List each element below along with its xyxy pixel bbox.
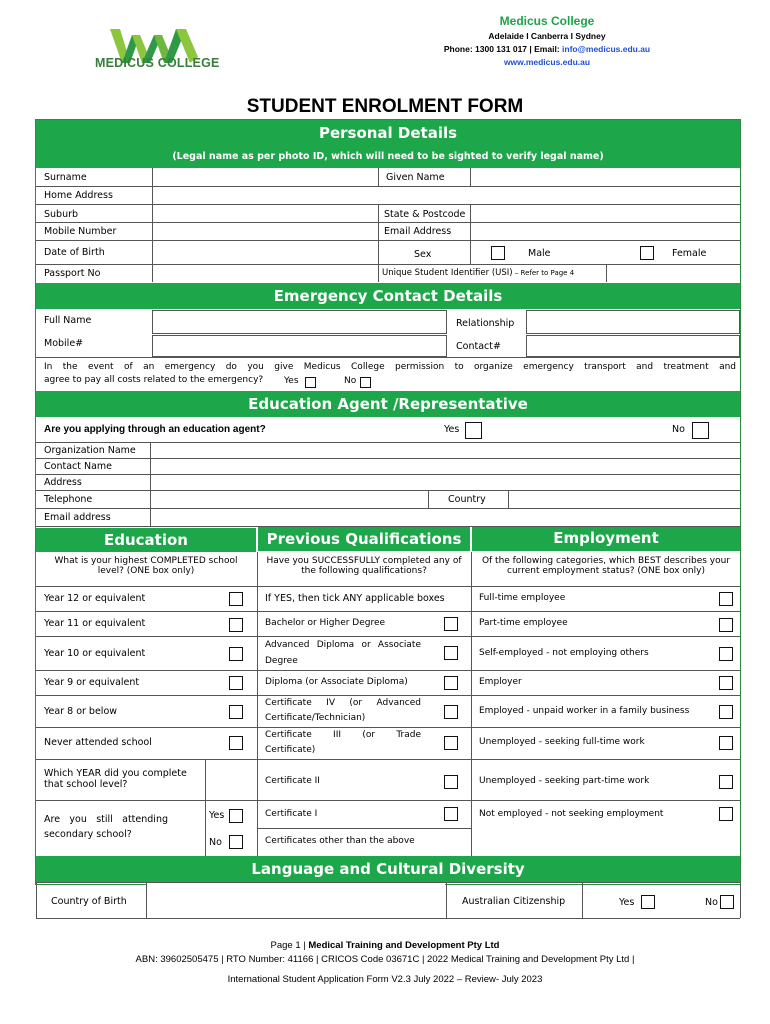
consent-yes-checkbox[interactable] <box>305 377 316 388</box>
employer-checkbox[interactable] <box>719 676 733 690</box>
education-agent-header: Education Agent /Representative <box>36 391 740 417</box>
unemployed-full-time-checkbox[interactable] <box>719 736 733 750</box>
year-9-checkbox[interactable] <box>229 676 243 690</box>
diploma-checkbox[interactable] <box>444 676 458 690</box>
female-checkbox[interactable] <box>640 246 654 260</box>
which-year-field[interactable] <box>206 761 256 799</box>
college-contact-header <box>432 14 662 67</box>
part-time-checkbox[interactable] <box>719 618 733 632</box>
qual-cert-iv-line1: Certificate IV (or Advanced <box>265 698 421 708</box>
emergency-contact-header: Emergency Contact Details <box>36 283 740 309</box>
relationship-label: Relationship <box>456 318 515 329</box>
consent-no-label: No <box>344 376 357 386</box>
contact-label: Contact# <box>456 341 501 352</box>
qual-adv-diploma-line2: Degree <box>265 656 298 666</box>
college-phone-email: Phone: 1300 131 017 | Email: info@medicus.edu.au <box>443 44 651 54</box>
male-checkbox[interactable] <box>491 246 505 260</box>
self-employed-checkbox[interactable] <box>719 647 733 661</box>
personal-details-subtitle: (Legal name as per photo ID, which will need to be sighted to verify legal name) <box>36 146 740 168</box>
citizenship-yes-checkbox[interactable] <box>641 895 655 909</box>
year-10-checkbox[interactable] <box>229 647 243 661</box>
employment-self-employed: Self-employed - not employing others <box>479 648 649 658</box>
citizenship-no-checkbox[interactable] <box>720 895 734 909</box>
country-label: Country <box>448 494 486 505</box>
full-name-label: Full Name <box>44 315 92 326</box>
cert-i-checkbox[interactable] <box>444 807 458 821</box>
qual-other: Certificates other than the above <box>265 836 415 846</box>
qual-cert-iii-line1: Certificate III (or Trade <box>265 730 421 740</box>
email-link[interactable]: info@medicus.edu.au <box>562 44 651 54</box>
never-attended-checkbox[interactable] <box>229 736 243 750</box>
which-year-label: Which YEAR did you complete that school level? <box>44 768 187 790</box>
year-12-checkbox[interactable] <box>229 592 243 606</box>
education-item-year-10: Year 10 or equivalent <box>44 648 146 659</box>
page-number: Page 1 | Medical Training and Development Pty Ltd <box>270 940 500 951</box>
consent-yes-label: Yes <box>284 376 299 386</box>
email-address-label: Email Address <box>384 226 452 237</box>
year-8-checkbox[interactable] <box>229 705 243 719</box>
logo-text: MEDICUS COLLEGE <box>95 56 220 70</box>
home-address-field[interactable] <box>153 187 739 203</box>
agent-email-label: Email address <box>44 512 111 523</box>
male-label: Male <box>528 248 551 259</box>
passport-label: Passport No <box>44 268 101 279</box>
home-address-label: Home Address <box>44 190 113 201</box>
qual-diploma: Diploma (or Associate Diploma) <box>265 677 408 687</box>
full-time-checkbox[interactable] <box>719 592 733 606</box>
unemployed-part-time-checkbox[interactable] <box>719 775 733 789</box>
dob-label: Date of Birth <box>44 247 105 258</box>
agent-question: Are you applying through an education agent? <box>44 424 266 435</box>
agent-yes-label: Yes <box>444 424 460 435</box>
agent-yes-checkbox[interactable] <box>465 422 482 439</box>
education-item-never: Never attended school <box>44 737 152 748</box>
state-postcode-label: State & Postcode <box>384 209 466 220</box>
citizenship-no-label: No <box>705 897 718 908</box>
still-attending-line2: secondary school? <box>44 829 132 840</box>
year-11-checkbox[interactable] <box>229 618 243 632</box>
cert-ii-checkbox[interactable] <box>444 775 458 789</box>
employment-question: Of the following categories, which BEST describes your current employment status? (ONE box only) <box>481 556 731 576</box>
female-label: Female <box>672 248 707 259</box>
education-question: What is your highest COMPLETED school level? (ONE box only) <box>54 556 238 576</box>
contact-field[interactable] <box>526 335 740 357</box>
employment-unpaid: Employed - unpaid worker in a family business <box>479 706 690 716</box>
still-attending-line1: Are you still attending <box>44 814 168 825</box>
australian-citizenship-label: Australian Citizenship <box>462 896 566 907</box>
unpaid-worker-checkbox[interactable] <box>719 705 733 719</box>
emergency-consent-line2: agree to pay all costs related to the emergency? <box>44 375 264 385</box>
employment-not-seeking: Not employed - not seeking employment <box>479 809 664 819</box>
bachelor-checkbox[interactable] <box>444 617 458 631</box>
education-item-year-11: Year 11 or equivalent <box>44 618 146 629</box>
qual-bachelor: Bachelor or Higher Degree <box>265 618 386 628</box>
citizenship-yes-label: Yes <box>619 897 635 908</box>
suburb-label: Suburb <box>44 209 79 220</box>
organization-name-label: Organization Name <box>44 445 136 456</box>
given-name-label: Given Name <box>386 172 445 183</box>
mobile-number-label: Mobile Number <box>44 226 117 237</box>
agent-no-label: No <box>672 424 685 435</box>
abn-line: ABN: 39602505475 | RTO Number: 41166 | CRICOS Code 03671C | 2022 Medical Training and Development Pty Ltd | <box>135 954 635 965</box>
emergency-consent-line1: In the event of an emergency do you give Medicus College permission to organize emergency transport and treatment and <box>44 362 736 372</box>
contact-name-label: Contact Name <box>44 461 113 472</box>
usi-label: Unique Student Identifier (USI) – Refer to Page 4 <box>382 268 575 278</box>
not-seeking-checkbox[interactable] <box>719 807 733 821</box>
language-cultural-header: Language and Cultural Diversity <box>36 856 740 882</box>
education-header: Education <box>36 528 256 552</box>
emergency-mobile-field[interactable] <box>152 335 447 357</box>
given-name-field[interactable] <box>471 169 739 185</box>
country-of-birth-field[interactable] <box>147 883 445 917</box>
form-title: STUDENT ENROLMENT FORM <box>246 96 524 117</box>
cert-iv-checkbox[interactable] <box>444 705 458 719</box>
cert-iii-checkbox[interactable] <box>444 736 458 750</box>
agent-no-checkbox[interactable] <box>692 422 709 439</box>
website-link[interactable]: www.medicus.edu.au <box>503 57 591 67</box>
sex-label: Sex <box>414 249 432 260</box>
relationship-field[interactable] <box>526 310 740 334</box>
employment-header: Employment <box>472 527 740 551</box>
education-item-year-9: Year 9 or equivalent <box>44 677 140 688</box>
college-locations: Adelaide I Canberra I Sydney <box>488 31 606 41</box>
qual-cert-iv-line2: Certificate/Technician) <box>265 713 366 723</box>
education-item-year-8: Year 8 or below <box>44 706 118 717</box>
form-version: International Student Application Form V2.3 July 2022 – Review- July 2023 <box>227 974 543 985</box>
mobile-label: Mobile# <box>44 338 84 349</box>
address-label: Address <box>44 477 82 488</box>
qual-cert-ii: Certificate II <box>265 776 320 786</box>
personal-details-header: Personal Details <box>36 120 740 146</box>
telephone-label: Telephone <box>44 494 93 505</box>
emergency-full-name-field[interactable] <box>152 310 447 334</box>
still-no-label: No <box>209 837 222 848</box>
employment-employer: Employer <box>479 677 522 687</box>
qual-cert-i: Certificate I <box>265 809 318 819</box>
still-no-checkbox[interactable] <box>229 835 243 849</box>
qual-cert-iii-line2: Certificate) <box>265 745 316 755</box>
qualifications-question: Have you SUCCESSFULLY completed any of the following qualifications? <box>266 556 462 576</box>
qualifications-instruction: If YES, then tick ANY applicable boxes <box>265 593 445 604</box>
employment-part-time: Part-time employee <box>479 618 568 628</box>
still-yes-label: Yes <box>209 810 225 821</box>
employment-full-time: Full-time employee <box>479 593 566 603</box>
education-item-year-12: Year 12 or equivalent <box>44 593 146 604</box>
surname-field[interactable] <box>153 169 377 185</box>
college-name: Medicus College <box>499 14 595 28</box>
still-yes-checkbox[interactable] <box>229 809 243 823</box>
country-of-birth-label: Country of Birth <box>51 896 127 907</box>
surname-label: Surname <box>44 172 87 183</box>
qual-adv-diploma-line1: Advanced Diploma or Associate <box>265 640 421 650</box>
employment-unemployed-full: Unemployed - seeking full-time work <box>479 737 645 747</box>
adv-diploma-checkbox[interactable] <box>444 646 458 660</box>
consent-no-checkbox[interactable] <box>360 377 371 388</box>
previous-qualifications-header: Previous Qualifications <box>258 527 470 551</box>
employment-unemployed-part: Unemployed - seeking part-time work <box>479 776 650 786</box>
